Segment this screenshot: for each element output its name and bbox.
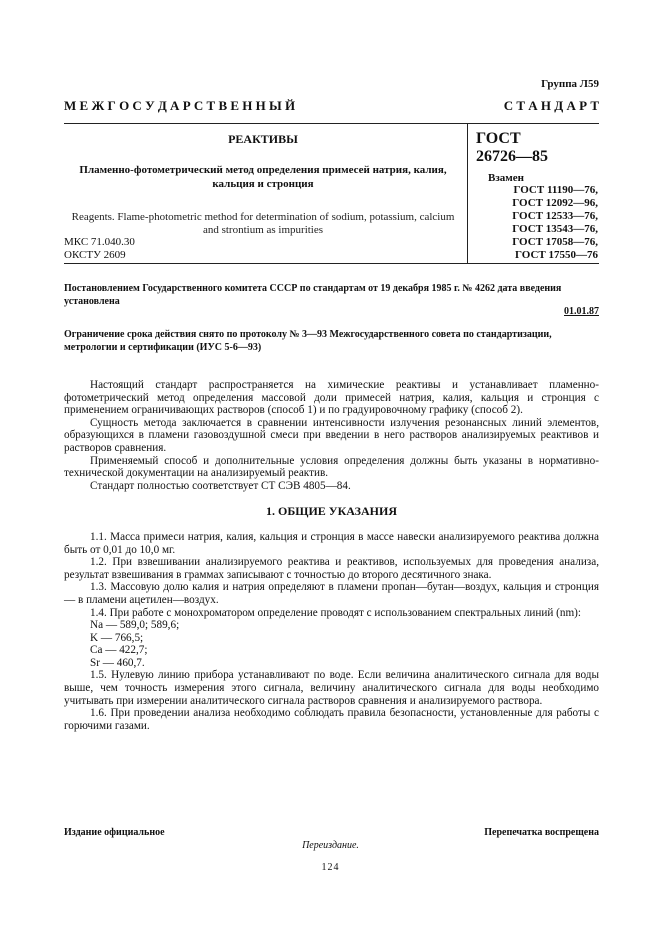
document-title: РЕАКТИВЫ	[228, 132, 298, 146]
intro-paragraph: Применяемый способ и дополнительные условия определения должны быть указаны в нормативно-технической документации на анализируемый реактив.	[64, 454, 599, 480]
spectral-line: K — 766,5;	[90, 631, 144, 644]
spectral-line: Na — 589,0; 589,6;	[90, 619, 180, 632]
official-edition-label: Издание официальное	[64, 827, 165, 838]
header-bottom-rule	[64, 263, 599, 264]
decree-text: Постановлением Государственного комитета СССР по стандартам от 19 декабря 1985 г. № 4262 дата введения установлена	[64, 283, 562, 307]
title-block	[64, 132, 462, 237]
clause-1-6: 1.6. При проведении анализа необходимо соблюдать правила безопасности, установленные для работы с горючими газами.	[64, 707, 599, 732]
replaced-standard: ГОСТ 13543—76,	[512, 223, 598, 235]
gost-block	[476, 130, 598, 262]
okstu-code: ОКСТУ 2609	[64, 249, 126, 261]
intro-paragraph: Настоящий стандарт распространяется на химические реактивы и устанавливает пламенно-фотометрический метод определения массовой доли примесей натрия, калия, кальция и стронция с применением ограничивающих растворов (способ 1) и по градуировочному графику (способ 2).	[64, 379, 599, 417]
section-heading: 1. ОБЩИЕ УКАЗАНИЯ	[266, 504, 397, 519]
document-subtitle: Пламенно-фотометрический метод определения примесей натрия, калия, кальция и стронция	[79, 164, 447, 190]
replaced-standard: ГОСТ 17058—76,	[512, 236, 598, 248]
page-number: 124	[321, 862, 340, 873]
header-top-rule	[64, 123, 599, 124]
document-body	[64, 379, 599, 732]
replaces-list	[476, 184, 598, 262]
introduction-date: 01.01.87	[564, 306, 599, 317]
reprint-note: Переиздание.	[302, 840, 359, 851]
replaced-standard: ГОСТ 12533—76,	[512, 210, 598, 222]
group-code: Группа Л59	[541, 78, 599, 90]
mks-code: МКС 71.040.30	[64, 236, 135, 248]
english-title: Reagents. Flame-photometric method for determination of sodium, potassium, calcium and strontium as impurities	[71, 211, 455, 236]
spectral-line: Ca — 422,7;	[90, 644, 148, 657]
replaced-standard: ГОСТ 17550—76	[515, 249, 598, 261]
gost-label: ГОСТ	[476, 130, 521, 147]
spectral-line: Sr — 460,7.	[90, 656, 145, 669]
header-vertical-rule	[467, 124, 468, 263]
clause-1-3: 1.3. Массовую долю калия и натрия определяют в пламени пропан—бутан—воздух, кальция и стронция — в пламени ацетилен—воздух.	[64, 581, 599, 606]
clause-1-4: 1.4. При работе с монохроматором определение проводят с использованием спектральных линий (nm):	[90, 606, 582, 619]
replaced-standard: ГОСТ 11190—76,	[513, 184, 598, 196]
standard-banner	[64, 98, 599, 114]
clause-1-5: 1.5. Нулевую линию прибора устанавливают по воде. Если величина аналитического сигнала для воды выше, чем точность измерения этого сигнала, величину аналитического сигнала для воды необходимо учитывать при измерении аналитического сигнала растворов сравнения и анализируемого раствора.	[64, 669, 599, 707]
replaced-standard: ГОСТ 12092—96,	[512, 197, 598, 209]
restriction-note: Ограничение срока действия снято по протоколу № 3—93 Межгосударственного совета по стандартизации, метрологии и сертификации (ИУС 5-6—93)	[64, 329, 552, 353]
clause-1-1: 1.1. Масса примеси натрия, калия, кальция и стронция в массе навески анализируемого реактива должна быть от 0,01 до 10,0 мг.	[64, 530, 599, 556]
banner-left: М Е Ж Г О С У Д А Р С Т В Е Н Н Ы Й	[64, 98, 296, 113]
reprint-prohibited-label: Перепечатка воспрещена	[484, 827, 599, 838]
gost-number: 26726—85	[476, 148, 548, 165]
replaces-label: Взамен	[488, 172, 524, 184]
intro-paragraph: Сущность метода заключается в сравнении интенсивности излучения резонансных линий элементов, образующихся в пламени газовоздушной смеси при введении в него растворов анализируемых реактивов и растворов сравнения.	[64, 416, 599, 454]
intro-paragraph: Стандарт полностью соответствует СТ СЭВ 4805—84.	[90, 479, 351, 492]
classification-codes	[64, 236, 135, 262]
clause-1-2: 1.2. При взвешивании анализируемого реактива и реактивов, используемых для проведения анализа, результат взвешивания в граммах записывают с точностью до второго десятичного знака.	[64, 556, 599, 581]
banner-right: С Т А Н Д А Р Т	[503, 98, 599, 113]
